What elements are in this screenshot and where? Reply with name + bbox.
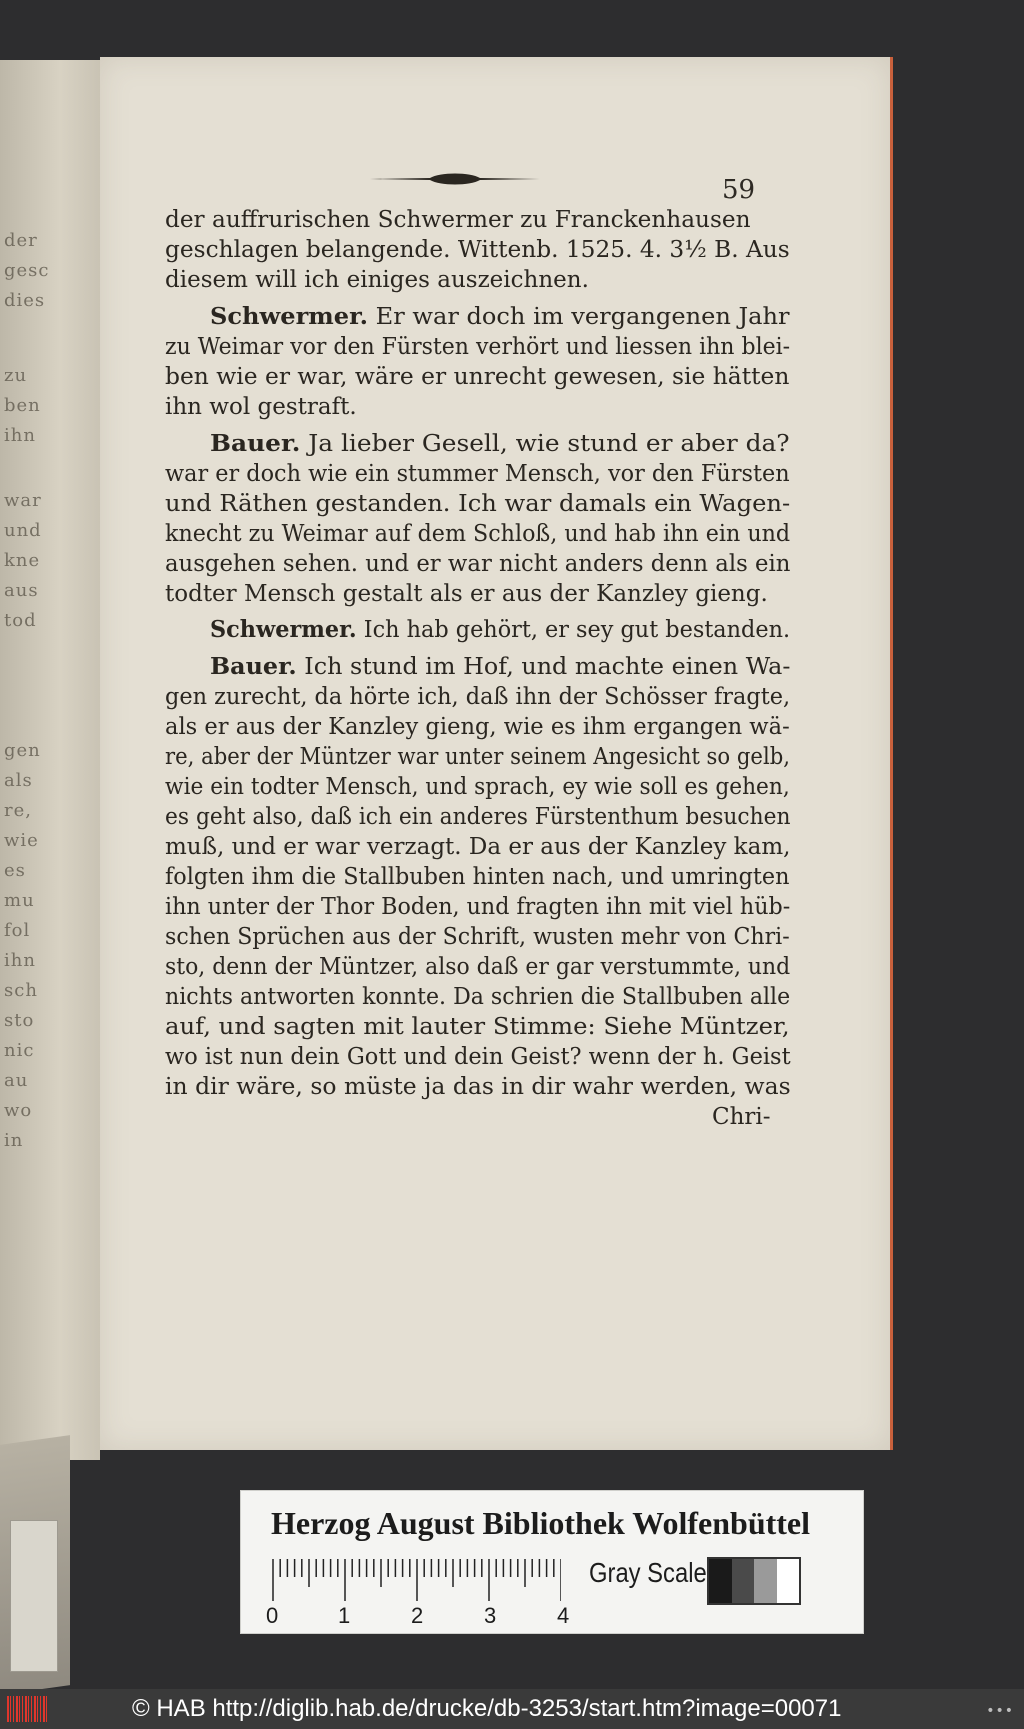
left-page-edge <box>0 60 100 1460</box>
page-number: 59 <box>722 175 756 205</box>
left-fragment: in <box>4 1130 24 1151</box>
left-fragment: war <box>4 490 42 511</box>
left-fragment: ihn <box>4 425 36 446</box>
left-fragment: nic <box>4 1040 35 1061</box>
left-fragment: zu <box>4 365 28 386</box>
ruler-number: 4 <box>557 1603 570 1628</box>
text-line: Schwermer. Er war doch im vergangenen Jahr <box>210 303 790 330</box>
text-line: Schwermer. Ich hab gehört, er sey gut bestanden. <box>210 616 791 643</box>
text-line: wo ist nun dein Gott und dein Geist? wenn der h. Geist <box>165 1044 791 1070</box>
text-line: der auffrurischen Schwermer zu Franckenhausen <box>165 207 751 233</box>
barcode-bar <box>10 1696 11 1722</box>
barcode-bar <box>28 1696 29 1722</box>
text-line: wie ein todter Mensch, und sprach, ey wie soll es gehen, <box>165 774 790 800</box>
ornament-icon <box>370 169 540 189</box>
speaker-name: Bauer. <box>210 430 301 457</box>
text-line: Bauer. Ja lieber Gesell, wie stund er aber da? <box>210 430 790 457</box>
left-fragment: sto <box>4 1010 35 1031</box>
barcode-bar <box>43 1696 45 1722</box>
text-line: Bauer. Ich stund im Hof, und machte einen Wa- <box>210 653 791 680</box>
left-fragment: wo <box>4 1100 33 1121</box>
status-url[interactable]: © HAB http://diglib.hab.de/drucke/db-3253/start.htm?image=00071 <box>132 1695 842 1722</box>
barcode-bar <box>31 1696 32 1722</box>
gray-scale-swatch <box>707 1557 801 1605</box>
left-fragment: der <box>4 230 38 251</box>
left-fragment: kne <box>4 550 41 571</box>
left-fragment: re, <box>4 800 32 821</box>
library-title: Herzog August Bibliothek Wolfenbüttel <box>271 1505 811 1541</box>
gray-step <box>709 1559 732 1603</box>
barcode-bar <box>37 1696 38 1722</box>
barcode-bar <box>16 1696 18 1722</box>
text-line: folgten ihm die Stallbuben hinten nach, und umringten <box>165 864 790 890</box>
text-line: geschlagen belangende. Wittenb. 1525. 4. 3½ B. Aus <box>165 237 790 263</box>
text-line: war er doch wie ein stummer Mensch, vor den Fürsten <box>165 461 790 487</box>
text-line: schen Sprüchen aus der Schrift, wusten mehr von Chri- <box>165 924 790 950</box>
ruler-number: 0 <box>266 1603 279 1628</box>
ruler-number: 2 <box>411 1603 424 1628</box>
text-line: ausgehen sehen. und er war nicht anders denn als ein <box>165 551 791 577</box>
text-line: und Räthen gestanden. Ich war damals ein Wagen- <box>165 491 791 517</box>
text-line: nichts antworten konnte. Da schrien die Stallbuben alle <box>165 984 791 1010</box>
barcode-bar <box>13 1696 14 1722</box>
text-line: knecht zu Weimar auf dem Schloß, und hab ihn ein und <box>165 521 791 547</box>
gray-scale-label: Gray Scale <box>589 1557 707 1588</box>
text-line: todter Mensch gestalt als er aus der Kanzley gieng. <box>165 581 768 607</box>
barcode-bar <box>40 1696 41 1722</box>
book-page <box>100 57 893 1450</box>
left-fragment: gesc <box>4 260 50 281</box>
left-fragment: dies <box>4 290 46 311</box>
ruler-number: 3 <box>484 1603 497 1628</box>
text-line: gen zurecht, da hörte ich, daß ihn der Schösser fragte, <box>165 684 791 710</box>
speaker-name: Schwermer. <box>210 303 368 330</box>
text-line: in dir wäre, so müste ja das in dir wahr werden, was <box>165 1074 791 1100</box>
text-line: muß, und er war verzagt. Da er aus der Kanzley kam, <box>165 834 791 860</box>
left-fragment: sch <box>4 980 38 1001</box>
barcode-bar <box>46 1696 47 1722</box>
text-line: sto, denn der Müntzer, also daß er gar verstummte, und <box>165 954 791 980</box>
barcode-bar <box>34 1696 36 1722</box>
barcode-bar <box>22 1696 23 1722</box>
text-line: diesem will ich einiges auszeichnen. <box>165 267 589 293</box>
text-line: zu Weimar vor den Fürsten verhört und liessen ihn blei- <box>165 334 791 360</box>
spine-label <box>10 1520 58 1672</box>
left-fragment: und <box>4 520 42 541</box>
left-fragment: wie <box>4 830 39 851</box>
text-line: als er aus der Kanzley gieng, wie es ihm ergangen wä- <box>165 714 790 740</box>
ruler-icon <box>271 1557 561 1603</box>
gray-step <box>732 1559 755 1603</box>
barcode-bar <box>25 1696 27 1722</box>
barcode-bar <box>19 1696 20 1722</box>
text-line: es geht also, daß ich ein anderes Fürstenthum besuchen <box>165 804 791 830</box>
left-fragment: gen <box>4 740 41 761</box>
text-line: auf, und sagten mit lauter Stimme: Siehe Müntzer, <box>165 1014 790 1040</box>
text-line: re, aber der Müntzer war unter seinem Angesicht so gelb, <box>165 744 790 770</box>
left-fragment: als <box>4 770 33 791</box>
gray-step <box>754 1559 777 1603</box>
left-fragment: fol <box>4 920 31 941</box>
left-fragment: es <box>4 860 26 881</box>
left-fragment: au <box>4 1070 29 1091</box>
left-fragment: mu <box>4 890 35 911</box>
ruler-number: 1 <box>338 1603 351 1628</box>
text-line: ben wie er war, wäre er unrecht gewesen, sie hätten <box>165 364 790 390</box>
text-line: ihn unter der Thor Boden, und fragten ihn mit viel hüb- <box>165 894 791 920</box>
catchword: Chri- <box>712 1104 771 1130</box>
left-fragment: ben <box>4 395 41 416</box>
library-color-card <box>240 1490 864 1634</box>
left-fragment: ihn <box>4 950 36 971</box>
status-bar <box>0 1689 1024 1729</box>
barcode-bar <box>7 1696 9 1722</box>
gray-step <box>777 1559 800 1603</box>
text-line: ihn wol gestraft. <box>165 394 357 420</box>
speaker-name: Bauer. <box>210 653 297 680</box>
speaker-name: Schwermer. <box>210 616 357 643</box>
barcode-icon <box>6 1694 48 1724</box>
left-fragment: tod <box>4 610 37 631</box>
menu-dots-icon[interactable]: ••• <box>986 1703 1014 1719</box>
left-fragment: aus <box>4 580 39 601</box>
